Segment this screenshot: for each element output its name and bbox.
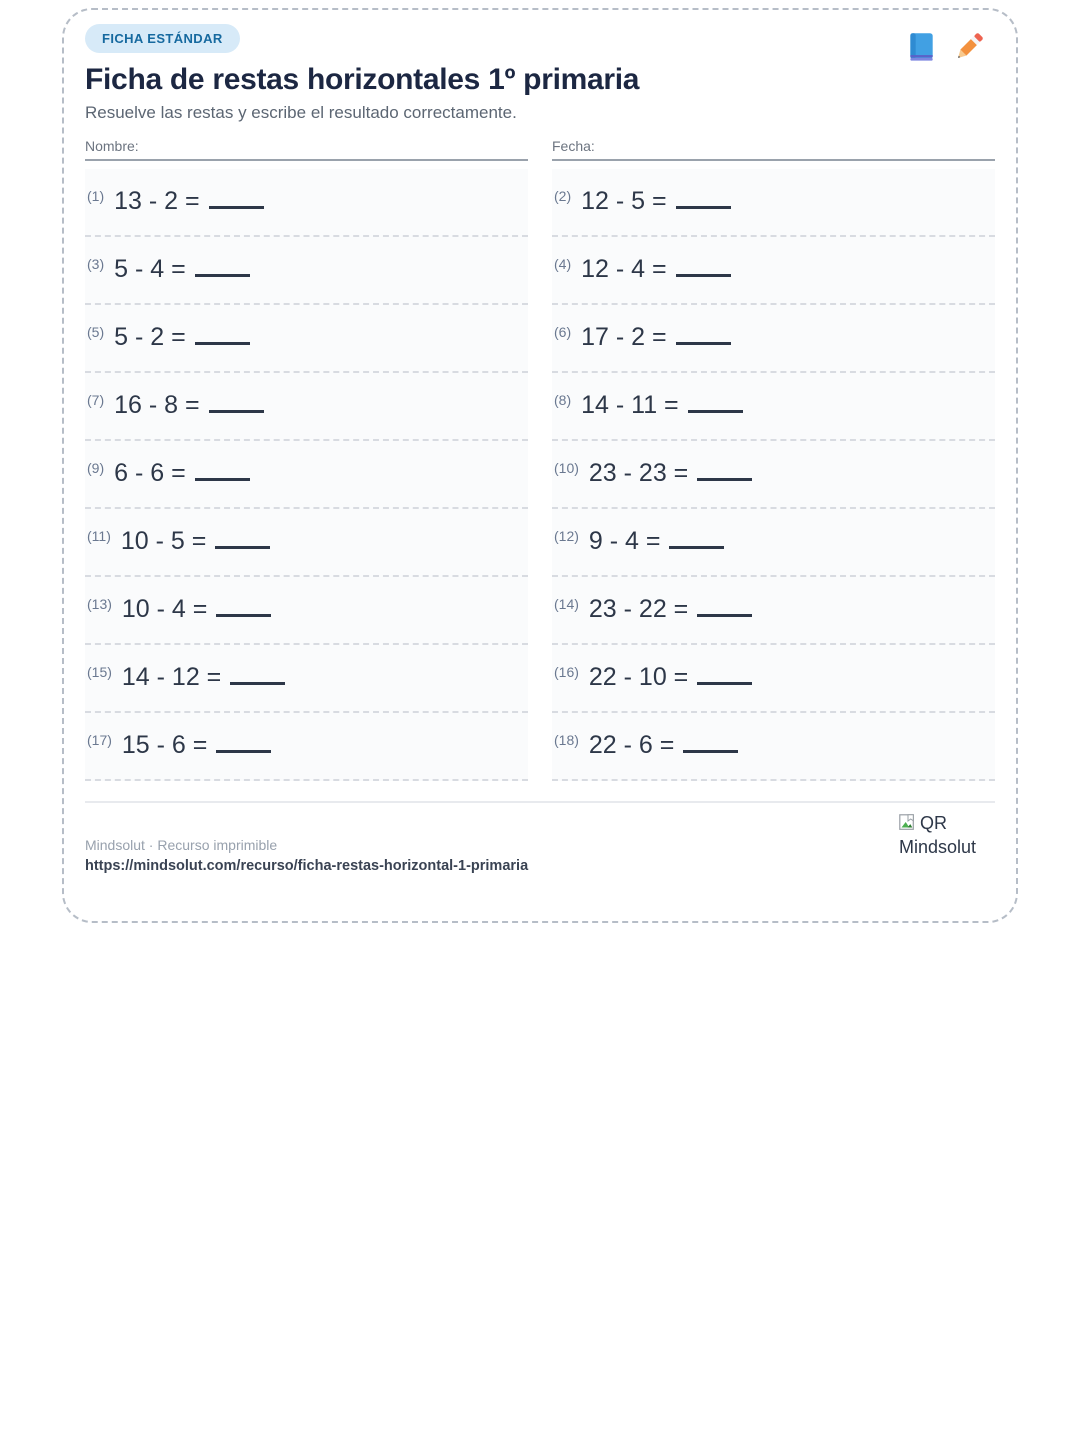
problem-number: (3) [87,256,105,272]
problem-row [85,577,528,645]
name-field: Nombre: [85,138,528,161]
problem-row [85,169,528,237]
problem-number: (11) [87,528,111,544]
problem-row [552,645,995,713]
problem-number: (6) [554,324,572,340]
problem-row [552,577,995,645]
problem-expression: 9 - 4 = [588,527,661,555]
page-title: Ficha de restas horizontales 1º primaria [85,63,640,96]
problem-row [552,169,995,237]
answer-blank [195,329,250,345]
answer-blank [669,533,724,549]
problem-row [85,237,528,305]
answer-blank [697,465,752,481]
answer-blank [683,737,738,753]
answer-blank [688,397,743,413]
problem-expression: 10 - 4 = [121,595,208,623]
problem-row [552,713,995,781]
page-subtitle: Resuelve las restas y escribe el resultado correctamente. [85,103,517,122]
answer-blank [216,601,271,617]
problem-number: (8) [554,392,572,408]
broken-image-icon [899,814,918,837]
footer-brand-line: Mindsolut · Recurso imprimible [85,837,278,853]
problem-row [85,373,528,441]
problem-row [552,509,995,577]
blue-book-icon [904,30,938,69]
answer-blank [195,465,250,481]
problem-number: (10) [554,460,579,476]
problem-expression: 5 - 2 = [114,323,186,351]
problems-grid [85,169,995,781]
answer-blank [216,737,271,753]
qr-placeholder [899,813,995,859]
date-field: Fecha: [552,138,995,161]
problem-row [85,645,528,713]
answer-blank [195,261,250,277]
problem-number: (5) [87,324,105,340]
problem-number: (16) [554,664,579,680]
problem-expression: 13 - 2 = [114,187,200,215]
problem-expression: 14 - 11 = [581,391,679,419]
problem-expression: 16 - 8 = [114,391,200,419]
problem-expression: 23 - 23 = [588,459,689,487]
problem-expression: 5 - 4 = [114,255,186,283]
problem-expression: 17 - 2 = [581,323,667,351]
problem-number: (17) [87,732,112,748]
problem-number: (1) [87,188,105,204]
problem-row [552,441,995,509]
problem-number: (2) [554,188,572,204]
problem-row [85,441,528,509]
problem-expression: 23 - 22 = [588,595,689,623]
problem-expression: 22 - 6 = [588,731,675,759]
name-date-fields [85,138,995,161]
problem-row [85,305,528,373]
answer-blank [209,193,264,209]
answer-blank [215,533,270,549]
answer-blank [676,329,731,345]
problem-expression: 14 - 12 = [121,663,222,691]
footer [85,813,995,874]
problem-number: (7) [87,392,105,408]
problem-number: (4) [554,256,572,272]
problem-row [552,373,995,441]
problem-row [552,305,995,373]
pencil-icon [952,30,986,69]
footer-divider [85,801,995,803]
worksheet-card [62,8,1018,923]
problem-number: (18) [554,732,579,748]
problem-row [85,509,528,577]
problem-number: (12) [554,528,579,544]
problem-number: (9) [87,460,105,476]
answer-blank [676,193,731,209]
answer-blank [676,261,731,277]
problem-expression: 6 - 6 = [114,459,186,487]
problem-number: (15) [87,664,112,680]
answer-blank [209,397,264,413]
answer-blank [697,669,752,685]
header-icons [904,30,986,69]
footer-url: https://mindsolut.com/recurso/ficha-restas-horizontal-1-primaria [85,858,529,874]
answer-blank [697,601,752,617]
problem-expression: 22 - 10 = [588,663,689,691]
problem-expression: 15 - 6 = [121,731,208,759]
problem-row [552,237,995,305]
problem-number: (14) [554,596,579,612]
qr-alt-text: QR Mindsolut [899,813,977,857]
problem-expression: 12 - 5 = [581,187,667,215]
problem-row [85,713,528,781]
worksheet-type-badge: FICHA ESTÁNDAR [85,24,240,53]
problem-expression: 12 - 4 = [581,255,667,283]
answer-blank [230,669,285,685]
problem-number: (13) [87,596,112,612]
problem-expression: 10 - 5 = [120,527,207,555]
